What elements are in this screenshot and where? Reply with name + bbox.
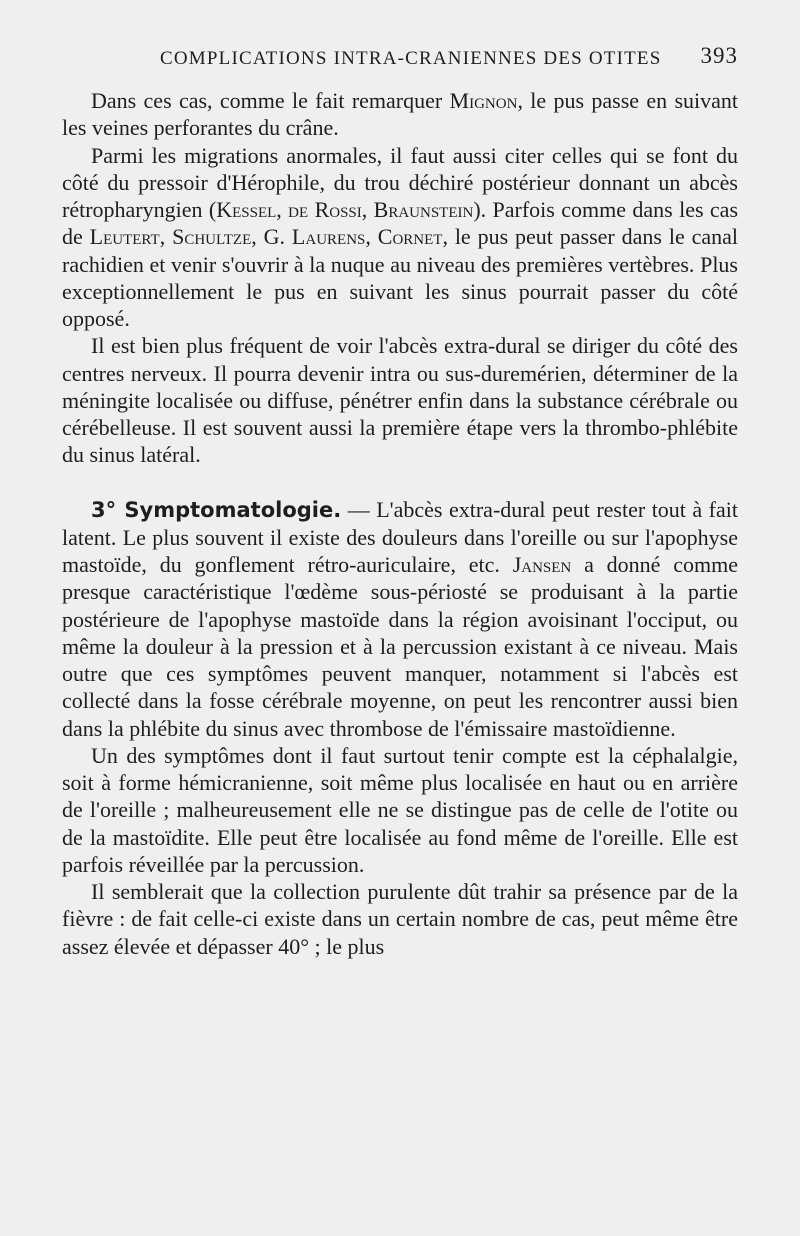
author-name: Rossi [314,197,362,222]
paragraph: Il semblerait que la collection purulente dût trahir sa présence par de la fièvre : de fait celle-ci existe dans un certain nombre de cas, peut même être assez élevée et dépasser 40° ; le plus [62,879,738,959]
paragraph [62,142,738,333]
text-run: , [159,224,173,250]
page-number: 393 [700,43,738,68]
paragraph: Un des symptômes dont il faut surtout tenir compte est la céphalalgie, soit à forme hémicranienne, soit même plus localisée en haut ou en arrière de l'oreille ; malheureusement elle ne se distingue pas de celle de l'otite ou de la mastoïdite. Elle peut être localisée au fond même de l'oreille. Elle est parfois réveillée par la percussion. [62,742,738,877]
text-run: , le pus passe en suivant les veines perforantes du crâne. [62,88,738,141]
text-run: , G. [251,224,292,250]
author-name: Kessel [216,197,277,222]
author-name: Braunstein [373,197,474,222]
text-run: , [365,224,378,250]
text-run: Dans ces cas, comme le fait remarquer [91,88,450,113]
text-run: Parmi les migrations anormales, il faut aussi citer celles qui se font du côté du pressoir d'Hérophile, du trou déchiré postérieur donnant un abcès rétropharyngien ( [62,142,738,222]
author-name: Laurens [291,224,366,250]
author-name: Jansen [512,552,572,577]
text-run: ). Parfois comme dans les cas de [62,197,739,250]
text-run: — L'abcès extra-dural peut rester tout à fait latent. Le plus souvent il existe des douleurs dans l'oreille ou sur l'apophyse mastoïde, du gonflement rétro-auriculaire, etc. [62,496,738,577]
text-run: a donné comme presque caractéristique l'œdème sous-périosté se produisant à la partie postérieure de l'apophyse mastoïde dans la région avoisinant l'occiput, ou même la douleur à la pression et à la percussion existant à ce niveau. Mais outre que ces symptômes peuvent manquer, notamment si l'abcès est collecté dans la fosse cérébrale moyenne, on peut les rencontrer aussi bien dans la phlébite du sinus avec thrombose de l'émissaire mastoïdienne. [62,552,738,741]
paragraph [62,496,738,742]
paragraph [62,87,738,142]
paragraph: Il est bien plus fréquent de voir l'abcès extra-dural se diriger du côté des centres nerveux. Il pourra devenir intra ou sus-duremérien, déterminer de la méningite localisée ou diffuse, pénétrer enfin dans la substance cérébrale ou cérébelleuse. Il est souvent aussi la première étape vers la thrombo-phlébite du sinus latéral. [62,333,738,468]
author-name: Mignon [449,88,518,113]
page-header [0,40,800,76]
text-run: , [361,197,374,222]
author-name: Leutert [89,224,160,250]
text-run: , de [276,197,315,222]
running-title: COMPLICATIONS INTRA-CRANIENNES DES OTITES [160,48,662,69]
body-text [62,87,738,960]
author-name: Cornet [377,224,443,250]
text-run: , le pus peut passer dans le canal rachidien et venir s'ouvrir à la nuque au niveau des premières vertèbres. Plus exceptionnellement le pus en suivant les sinus pourrait passer du côté opposé. [62,224,739,331]
section-heading: 3° Symptomatologie. [91,497,342,522]
author-name: Schultze [172,224,252,250]
